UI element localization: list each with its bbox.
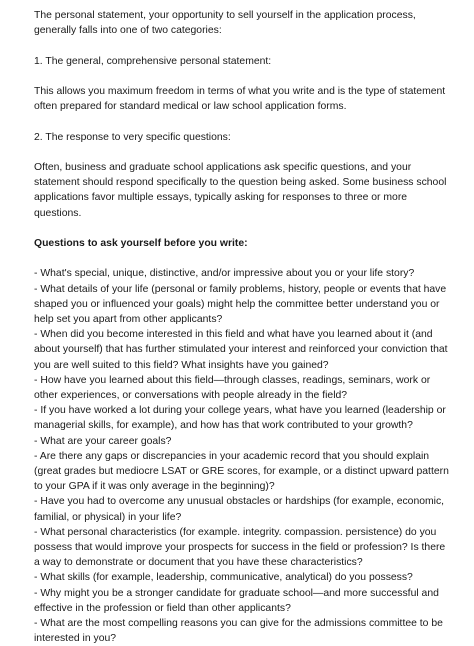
category-1-description: This allows you maximum freedom in terms of what you write and is the type of statement often prepared for standard medical or law school application forms. xyxy=(34,85,446,113)
question-item: - What skills (for example, leadership, communicative, analytical) do you possess? xyxy=(34,572,413,584)
question-item: - Are there any gaps or discrepancies in your academic record that you should explain (great grades but mediocre LSAT or GRE scores, for example, or a distinct upward pattern to your GPA if it was only average in the beginning)? xyxy=(34,450,449,493)
questions-heading: Questions to ask yourself before you write: xyxy=(34,237,248,249)
question-item: - Have you had to overcome any unusual obstacles or hardships (for example, economic, familial, or physical) in your life? xyxy=(34,496,445,523)
question-item: - What details of your life (personal or family problems, history, people or events that have shaped you or influenced your goals) might help the committee better understand you or help set you apart from other applicants? xyxy=(34,283,447,325)
questions-list xyxy=(34,266,452,646)
category-2-title: 2. The response to very specific questions: xyxy=(34,131,231,143)
question-item: - If you have worked a lot during your college years, what have you learned (leadership or managerial skills, for example), and how has that work contributed to your growth? xyxy=(34,405,446,432)
category-2-description: Often, business and graduate school applications ask specific questions, and your statement should respond specifically to the question being asked. Some business school applications favor multiple essays, typically asking for responses to three or more questions. xyxy=(34,161,447,219)
question-item: - What are your career goals? xyxy=(34,435,172,447)
question-item: - Why might you be a stronger candidate for graduate school—and more successful and effective in the profession or field than other applicants? xyxy=(34,587,439,614)
question-item: - What's special, unique, distinctive, and/or impressive about you or your life story? xyxy=(34,268,415,280)
question-item: - When did you become interested in this field and what have you learned about it (and about yourself) that has further stimulated your interest and reinforced your conviction that you are well suited to this field? What insights have you gained? xyxy=(34,329,448,371)
question-item: - How have you learned about this field—through classes, readings, seminars, work or other experiences, or conversations with people already in the field? xyxy=(34,374,431,401)
intro-paragraph: The personal statement, your opportunity to sell yourself in the application process, generally falls into one of two categories: xyxy=(34,10,416,37)
question-item: - What personal characteristics (for example. integrity. compassion. persistence) do you possess that would improve your prospects for success in the field or profession? Is there a way to demonstrate or document that you have these characteristics? xyxy=(34,526,446,569)
question-item: - What are the most compelling reasons you can give for the admissions committee to be interested in you? xyxy=(34,618,443,645)
category-1-title: 1. The general, comprehensive personal statement: xyxy=(34,55,272,67)
